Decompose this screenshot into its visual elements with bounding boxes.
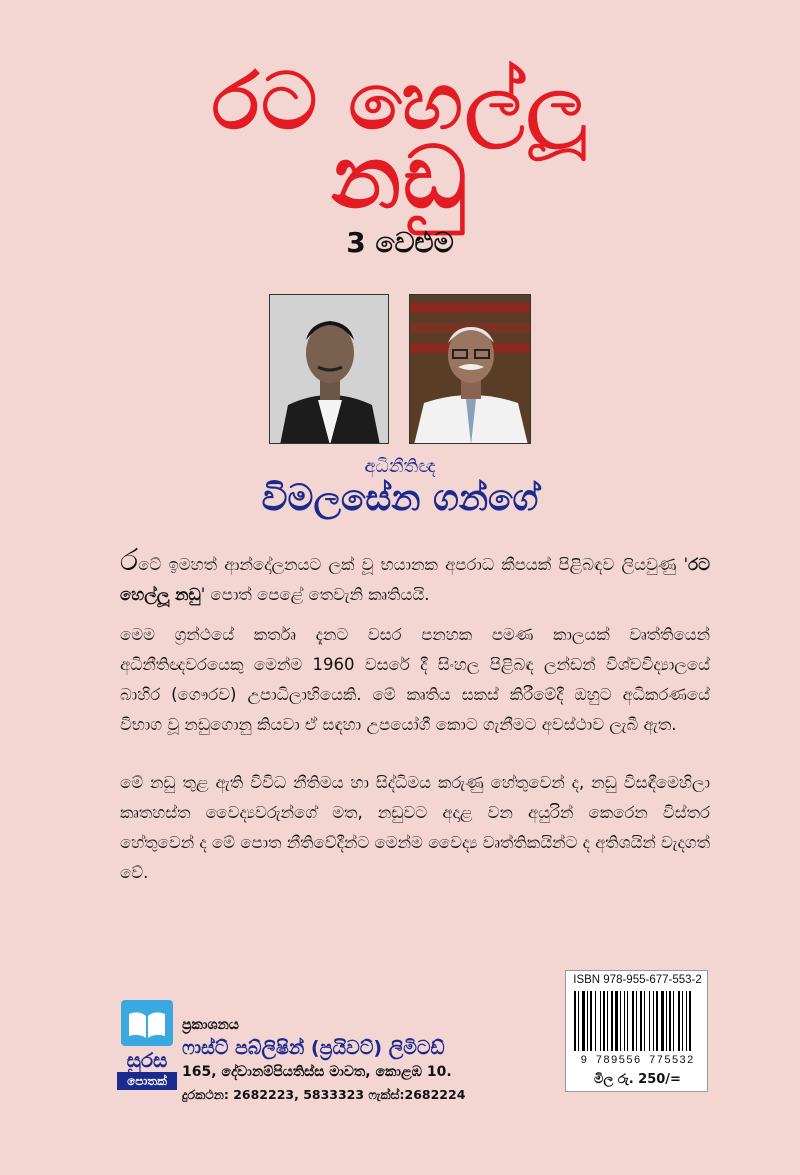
para1-after: ' පොත් පෙළේ තෙවැනි කෘතියයි.: [200, 585, 430, 604]
description-paragraph-1: [120, 543, 710, 610]
para1-before: ටේ ඉමහත් ආන්දෝලනයට ලක් වූ භයානක අපරාධ කීපයක් පිළිබඳව ලියවුණු ': [138, 555, 689, 574]
logo-text-surasa: සුරස: [126, 1048, 168, 1072]
author-photo-recent: [409, 294, 531, 444]
author-photo-portrait: [269, 294, 389, 444]
logo-text-pothak: පොතක්: [117, 1072, 177, 1090]
barcode-digits: 9 789556 775532: [580, 1055, 695, 1067]
dropcap: ර: [120, 543, 139, 578]
description-paragraph-2: මෙම ග්‍රන්ථයේ කර්තෘ දැනට වසර පනහක පමණ කාලයක් වෘත්තියෙන් අධිනීතිඥවරයෙකු මෙන්ම 1960 වසරේ දී සිංහල පිළිබඳ ලන්ඩන් විශ්වවිද්‍යාලයේ බාහිර (ගෞරව) උපාධිලාභියෙකි. මේ කෘතිය සකස් කිරීමේදී ඔහුට අධිකරණයේ විභාග වූ නඩුගොනු කියවා ඒ සඳහා උපයෝගී කොට ගැනීමට අවස්ථාව ලැබී ඇත.: [120, 625, 710, 734]
barcode-box: [565, 970, 708, 1092]
series-title-inline: රට හෙල්ලූ නඩු: [120, 555, 710, 604]
barcode-icon: [572, 991, 703, 1053]
isbn-number: ISBN 978-955-677-553-2: [573, 974, 702, 986]
publisher-logo: [117, 1000, 177, 1100]
publisher-name: ෆාස්ට් පබ්ලිෂින් (ප්‍රයිවට්) ලිමිටඩ්: [182, 1037, 445, 1059]
price-label: මිල රු. 250/=: [594, 1072, 681, 1087]
open-book-icon: [121, 1000, 173, 1046]
publisher-phone: දුරකථන: 2682223, 5833323 ෆැක්ස්:2682224: [182, 1087, 466, 1102]
description-paragraph-3: මේ නඩු තුළ ඇති විවිධ නීතිමය හා සිද්ධිමය කරුණු හේතුවෙන් ද, නඩු විසඳීමෙහිලා කෘතහස්ත වෛද්‍යවරුන්ගේ මත, නඩුවට අදාළ වන අයුරින් කෙරෙන විස්තර හේතුවෙන් ද මේ පොත නීතිවේදීන්ට මෙන්ම වෛද්‍ය වෘත්තිකයින්ට ද අතිශයින් වැදගත් වේ.: [120, 773, 711, 882]
author-name: විමලසේන ගන්ගේ: [261, 478, 539, 519]
publisher-info: [182, 1015, 465, 1107]
cover-title-line2: නඩු: [331, 128, 469, 228]
volume-label: 3 වෙළුම: [346, 226, 454, 259]
author-title: අධිනීතිඥ: [364, 456, 436, 477]
publisher-address: 165, දේවානම්පියතිස්ස මාවත, කොළඹ 10.: [182, 1064, 452, 1080]
cover-title-line1: රට හෙල්ලූ: [212, 57, 588, 147]
publisher-label: ප්‍රකාශනය: [182, 1017, 239, 1033]
